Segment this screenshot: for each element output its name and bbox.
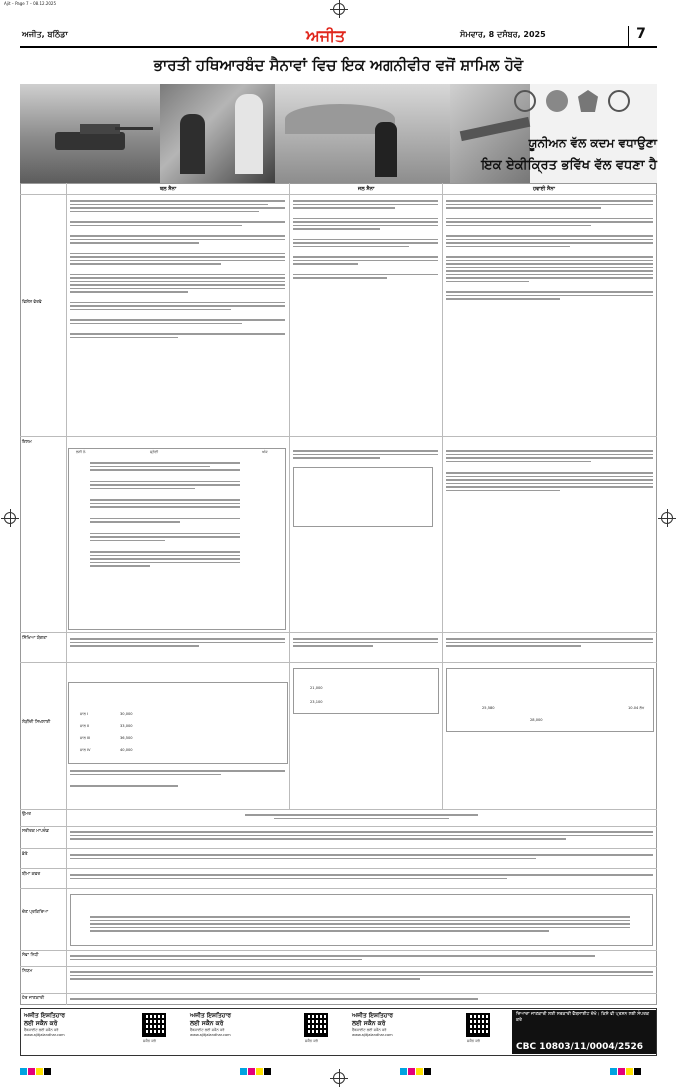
army-marks-rows xyxy=(90,460,240,569)
row-label-subject: ਇਲਮ xyxy=(22,440,32,445)
navy-seva-1: 21,000 xyxy=(310,686,323,690)
salary-4: 40,000 xyxy=(120,748,133,752)
color-bar-mid xyxy=(240,1060,272,1079)
salary-2: 33,000 xyxy=(120,724,133,728)
bottom-ad-contact: ਵੈੱਬਸਾਈਟ ਲਈ ਸਕੈਨ ਕਰੋ xyxy=(190,1028,225,1032)
color-bar-left xyxy=(20,1060,52,1079)
navy-subject-text xyxy=(293,448,438,527)
masthead-date: ਸੋਮਵਾਰ, 8 ਦਸੰਬਰ, 2025 xyxy=(460,30,546,39)
marks-header-category: ਸ਼੍ਰੇਣੀ xyxy=(150,450,159,454)
qr-code[interactable] xyxy=(466,1013,490,1037)
row-label-selection: ਚੋਣ ਪ੍ਰਕਿਰਿਆ xyxy=(22,910,49,915)
qr-caption: ਸਕੈਨ ਕਰੋ xyxy=(305,1039,318,1043)
seva-nidhi-text xyxy=(70,953,653,962)
row-label-insurance: ਬੀਮਾ ਕਵਰ xyxy=(22,872,41,877)
registration-mark xyxy=(333,1072,345,1084)
bottom-ad-url[interactable]: www.ajitjalandhar.com xyxy=(24,1032,65,1037)
row-label-allowances: ਭੱਤੇ xyxy=(22,852,28,857)
navy-education-text xyxy=(293,636,438,649)
navy-details-text xyxy=(293,198,438,281)
more-info-text xyxy=(70,996,653,1002)
masthead-logo: ਅਜੀਤ xyxy=(306,26,346,45)
airforce-seva-1: 25,580 xyxy=(482,706,495,710)
masthead-city: ਅਜੀਤ, ਬਠਿੰਡਾ xyxy=(22,30,68,39)
registration-mark xyxy=(333,3,345,15)
bottom-ad-url[interactable]: www.ajitjalandhar.com xyxy=(352,1032,393,1037)
bottom-ad-contact: ਵੈੱਬਸਾਈਟ ਲਈ ਸਕੈਨ ਕਰੋ xyxy=(24,1028,59,1032)
qr-code[interactable] xyxy=(304,1013,328,1037)
allowances-text xyxy=(70,852,653,861)
row-label-details: ਵਿਸ਼ੇਸ਼ ਵੇਰਵੇ xyxy=(22,300,42,305)
govt-notice-text: ਜ਼ਿਆਦਾ ਜਾਣਕਾਰੀ ਲਈ ਸਰਕਾਰੀ ਵੈੱਬਸਾਈਟ ਦੇਖੋ। ਕਿਸੇ ਵੀ ਪ੍ਰਸ਼ਨ ਲਈ ਸੰਪਰਕ ਕਰੋ xyxy=(516,1012,650,1023)
airforce-training-table xyxy=(446,668,654,732)
row-label-seva-nidhi: ਸੇਵਾ ਨਿਧੀ xyxy=(22,953,39,958)
army-education-text xyxy=(70,636,285,649)
army-details-text xyxy=(70,198,285,340)
navy-seva-2: 23,100 xyxy=(310,700,323,704)
color-bar-right xyxy=(400,1060,432,1079)
color-bar-end xyxy=(610,1060,642,1079)
seva-total: 10.04 ਲੱਖ xyxy=(628,706,645,710)
air-force-emblem xyxy=(608,90,630,112)
bottom-ad-subtitle: ਲਈ ਸਕੈਨ ਕਰੋ xyxy=(24,1020,58,1027)
col-header-airforce: ਹਵਾਈ ਸੈਨਾ xyxy=(533,186,555,192)
row-label-training: ਲੋੜੀਂਦੀ ਸਿਖਲਾਈ xyxy=(22,720,51,725)
salary-1: 30,000 xyxy=(120,712,133,716)
year-2: ਸਾਲ II xyxy=(80,724,90,728)
govt-notice-code: CBC 10803/11/0004/2526 xyxy=(516,1042,643,1052)
ad-headline: ਭਾਰਤੀ ਹਥਿਆਰਬੰਦ ਸੈਨਾਵਾਂ ਵਿਚ ਇਕ ਅਗਨੀਵੀਰ ਵਜੋਂ ਸ਼ਾਮਿਲ ਹੋਵੋ xyxy=(153,56,524,74)
bottom-ad-title: ਅਜੀਤ ਇਸ਼ਤਿਹਾਰ xyxy=(24,1012,65,1019)
army-emblem xyxy=(546,90,568,112)
ad-header xyxy=(20,50,657,84)
airforce-details-text xyxy=(446,198,653,302)
page-number: 7 xyxy=(628,26,653,46)
col-header-navy: ਜਲ ਸੈਨਾ xyxy=(358,186,375,192)
row-label-age: ਉਮਰ xyxy=(22,812,31,817)
ad-tagline-1: ਯੂਨੀਅਨ ਵੱਲ ਕਦਮ ਵਧਾਉਣਾ xyxy=(528,136,657,150)
rules-text xyxy=(70,969,653,982)
airforce-education-text xyxy=(446,636,653,649)
marks-header-marks: ਅੰਕ xyxy=(262,450,268,454)
row-label-rules: ਨਿਯਮ xyxy=(22,969,33,974)
qr-caption: ਸਕੈਨ ਕਰੋ xyxy=(143,1039,156,1043)
physical-text xyxy=(70,829,653,842)
row-label-more-info: ਹੋਰ ਜਾਣਕਾਰੀ xyxy=(22,996,45,1001)
year-1: ਸਾਲ I xyxy=(80,712,89,716)
year-4: ਸਾਲ IV xyxy=(80,748,91,752)
navy-training-table xyxy=(293,668,439,714)
bottom-ad-contact: ਵੈੱਬਸਾਈਟ ਲਈ ਸਕੈਨ ਕਰੋ xyxy=(352,1028,387,1032)
print-slug: Ajit – Page 7 – 08.12.2025 xyxy=(4,1,57,6)
qr-caption: ਸਕੈਨ ਕਰੋ xyxy=(467,1039,480,1043)
airforce-seva-2: 28,000 xyxy=(530,718,543,722)
airforce-subject-text xyxy=(446,448,653,493)
col-header-army: ਥਲ ਸੈਨਾ xyxy=(160,186,177,192)
army-training-text xyxy=(70,768,285,789)
bottom-ad-title: ਅਜੀਤ ਇਸ਼ਤਿਹਾਰ xyxy=(190,1012,231,1019)
selection-rows xyxy=(90,914,630,934)
tank-photo xyxy=(20,84,160,183)
qr-code[interactable] xyxy=(142,1013,166,1037)
govt-notice xyxy=(512,1010,656,1054)
registration-mark xyxy=(4,512,16,524)
registration-mark xyxy=(661,512,673,524)
age-text xyxy=(70,812,653,821)
insurance-text xyxy=(70,872,653,881)
bottom-ad-subtitle: ਲਈ ਸਕੈਨ ਕਰੋ xyxy=(190,1020,224,1027)
salary-3: 36,500 xyxy=(120,736,133,740)
soldiers-photo xyxy=(160,84,275,183)
row-label-physical: ਸਰੀਰਕ ਮਾਪਦੰਡ xyxy=(22,829,49,834)
masthead-rule xyxy=(20,46,657,48)
marks-header-sno: ਲੜੀ ਨੰ. xyxy=(76,450,87,454)
tri-services-emblem xyxy=(514,90,536,112)
year-3: ਸਾਲ III xyxy=(80,736,91,740)
row-label-education: ਸਿੱਖਿਆ ਯੋਗਤਾ xyxy=(22,636,48,641)
bottom-ad-title: ਅਜੀਤ ਇਸ਼ਤਿਹਾਰ xyxy=(352,1012,393,1019)
ad-tagline-2: ਇਕ ਏਕੀਕ੍ਰਿਤ ਭਵਿੱਖ ਵੱਲ ਵਧਣਾ ਹੈ xyxy=(481,158,657,173)
salary-table xyxy=(68,682,288,764)
bottom-ad-subtitle: ਲਈ ਸਕੈਨ ਕਰੋ xyxy=(352,1020,386,1027)
bottom-ad-url[interactable]: www.ajitjalandhar.com xyxy=(190,1032,231,1037)
